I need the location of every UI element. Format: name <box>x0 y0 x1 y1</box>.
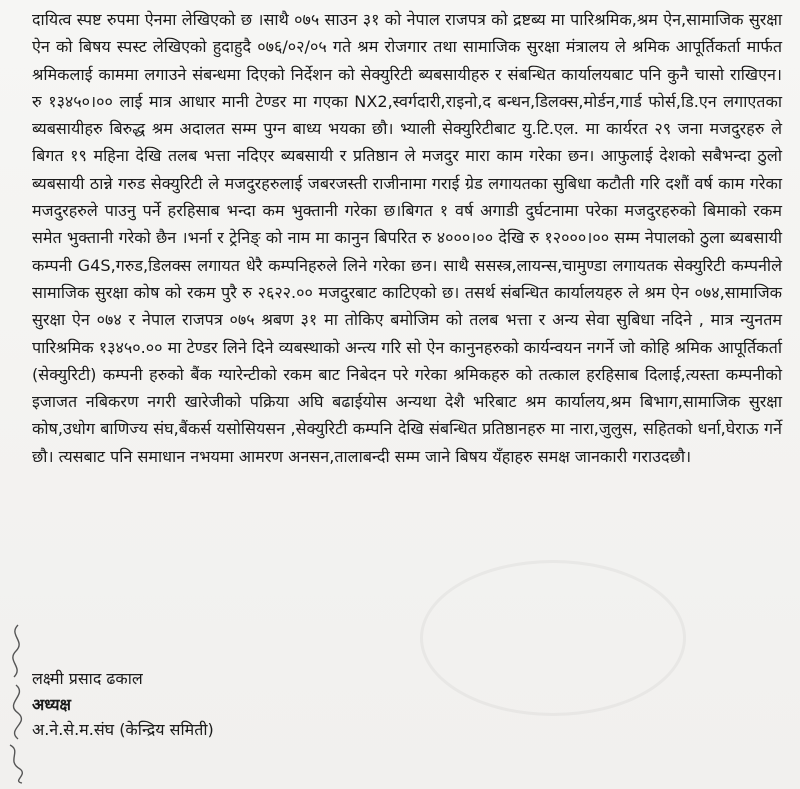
signatory-organization: अ.ने.से.म.संघ (केन्द्रिय समिती) <box>32 720 214 739</box>
signatory-title: अध्यक्ष <box>32 694 71 714</box>
body-paragraph: दायित्व स्पष्ट रुपमा ऐनमा लेखिएको छ ।साथै ०७५ साउन ३१ को नेपाल राजपत्र को द्रष्टब्य मा पारिश्रमिक,श्रम ऐन,सामाजिक सुरक्षा ऐन को बिषय स्पस्ट लेखिएको हुदाहुदै ०७६/०२/०५ गते श्रम रोजगार तथा सामाजिक सुरक्षा मंत्रालय ले श्रमिक आपूर्तिकर्ता मार्फत श्रमिकलाई काममा लगाउने संबन्धमा दिएको निर्देशन को सेक्युरिटी ब्यबसायीहरु र संबन्धित कार्यालयबाट पनि कुनै चासो राखिएन। रु १३४५०।०० लाई मात्र आधार मानी टेण्डर मा गएका NX2,स्वर्गदारी,राइनो,द बन्धन,डिलक्स,मोर्डन,गार्ड फोर्स,डि.एन लगाएतका ब्यबसायीहरु बिरुद्ध श्रम अदालत सम्म पुग्न बाध्य भयका छौ। भ्याली सेक्युरिटीबाट यु.टि.एल. मा कार्यरत २९ जना मजदुरहरु ले बिगत १९ महिना देखि तलब भत्ता नदिएर ब्यबसायी र प्रतिष्ठान ले मजदुर मारा काम गरेका छन। आफुलाई देशको सबैभन्दा ठुलो ब्यबसायी ठान्ने गरुड सेक्युरिटी ले मजदुरहरुलाई जबरजस्ती राजीनामा गराई ग्रेड लगायतका सुबिधा कटौती गरि दशौं वर्ष काम गरेका मजदुरहरुले पाउनु पर्ने हरहिसाब भन्दा कम भुक्तानी गरेका छ।बिगत १ वर्ष अगाडी दुर्घटनामा परेका मजदुरहरुको बिमाको रकम समेत भुक्तानी गरेको छैन ।भर्ना र ट्रेनिङ् को नाम मा कानुन बिपरित रु ४०००।०० देखि रु १२०००।०० सम्म नेपालको ठुला ब्यबसायी कम्पनी G4S,गरुड,डिलक्स लगायत धेरै कम्पनिहरुले लिने गरेका छन। साथै ससस्त्र,लायन्स,चामुण्डा लगायतक सेक्युरिटी कम्पनीले सामाजिक सुरक्षा कोष को रकम पुरै रु २६२२.०० मजदुरबाट काटिएको छ। तसर्थ संबन्धित कार्यालयहरु ले श्रम ऐन ०७४,सामाजिक सुरक्षा ऐन ०७४ र नेपाल राजपत्र ०७५ श्रबण ३१ मा तोकिए बमोजिम को तलब भत्ता र अन्य सेवा सुबिधा नदिने , मात्र न्युनतम पारिश्रमिक १३४५०.०० मा टेण्डर लिने दिने व्यबस्थाको अन्त्य गरि सो ऐन कानुनहरुको कार्यन्वयन नगर्ने जो कोहि श्रमिक आपूर्तिकर्ता (सेक्युरिटी) कम्पनी हरुको बैंक ग्यारेन्टीको रकम बाट निबेदन परे गरेका श्रमिकहरु को तत्काल हरहिसाब दिलाई,त्यस्ता कम्पनीको इजाजत नबिकरण नगरी खारेजीको पक्रिया अघि बढाईयोस अन्यथा देशै भरिबाट श्रम कार्यालय,श्रम बिभाग,सामाजिक सुरक्षा कोष,उधोग बाणिज्य संघ,बैंकर्स यसोसियसन ,सेक्युरिटी कम्पनि देखि संबन्धित प्रतिष्ठानहरु मा नारा,जुलुस, सहितको धर्ना,घेराऊ गर्ने छौ। त्यसबाट पनि समाधान नभयमा आमरण अनसन,तालाबन्दी सम्म जाने बिषय यँहाहरु समक्ष जानकारी गराउदछौ। <box>32 10 782 466</box>
faded-stamp <box>420 560 686 716</box>
handwritten-signature <box>0 615 36 785</box>
signatory-name: लक्ष्मी प्रसाद ढकाल <box>32 669 143 688</box>
signature-block <box>32 666 452 743</box>
document-body <box>32 6 782 470</box>
